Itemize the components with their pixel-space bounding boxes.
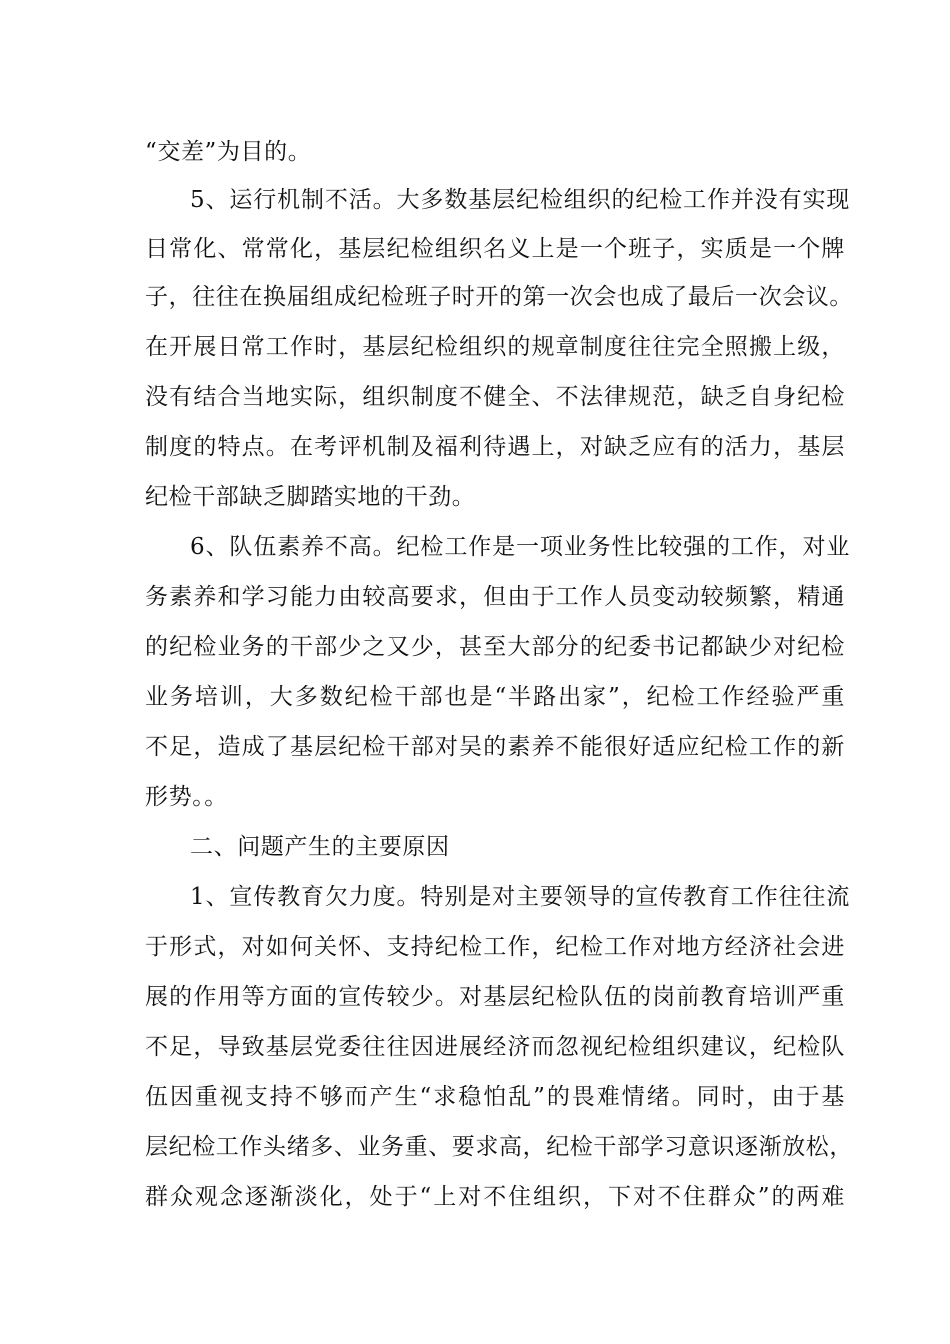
text-line: 纪检干部缺乏脚踏实地的干劲。 [145, 484, 476, 510]
text-line: 层纪检工作头绪多、业务重、要求高，纪检干部学习意识逐渐放松， [145, 1134, 853, 1160]
text-line: 没有结合当地实际，组织制度不健全、不法律规范，缺乏自身纪检 [145, 384, 845, 410]
text-line: 展的作用等方面的宣传较少。对基层纪检队伍的岗前教育培训严重 [145, 984, 845, 1010]
text-line: 务素养和学习能力由较高要求，但由于工作人员变动较频繁，精通 [145, 584, 845, 610]
text-line: 6、队伍素养不高。纪检工作是一项业务性比较强的工作，对业 [190, 534, 850, 560]
text-line: 制度的特点。在考评机制及福利待遇上，对缺乏应有的活力，基层 [145, 434, 845, 460]
text-line: 日常化、常常化，基层纪检组织名义上是一个班子，实质是一个牌 [145, 236, 845, 262]
text-line: 群众观念逐渐淡化，处于“上对不住组织，下对不住群众”的两难 [145, 1184, 845, 1210]
text-line: 子，往往在换届组成纪检班子时开的第一次会也成了最后一次会议。 [145, 284, 853, 310]
text-line: 1、宣传教育欠力度。特别是对主要领导的宣传教育工作往往流 [190, 884, 850, 910]
text-line: 伍因重视支持不够而产生“求稳怕乱”的畏难情绪。同时，由于基 [145, 1084, 845, 1110]
text-line: 的纪检业务的干部少之又少，甚至大部分的纪委书记都缺少对纪检 [145, 634, 845, 660]
section-heading: 二、问题产生的主要原因 [190, 834, 450, 860]
text-line: “交差”为目的。 [145, 139, 312, 165]
text-line: 不足，导致基层党委往往因进展经济而忽视纪检组织建议，纪检队 [145, 1034, 845, 1060]
text-line: 形势。。 [145, 784, 228, 810]
text-line: 于形式，对如何关怀、支持纪检工作，纪检工作对地方经济社会进 [145, 934, 845, 960]
text-line: 业务培训，大多数纪检干部也是“半路出家”，纪检工作经验严重 [145, 684, 845, 710]
text-line: 5、运行机制不活。大多数基层纪检组织的纪检工作并没有实现 [190, 187, 850, 213]
text-line: 在开展日常工作时，基层纪检组织的规章制度往往完全照搬上级， [145, 334, 845, 360]
text-line: 不足，造成了基层纪检干部对吴的素养不能很好适应纪检工作的新 [145, 734, 845, 760]
